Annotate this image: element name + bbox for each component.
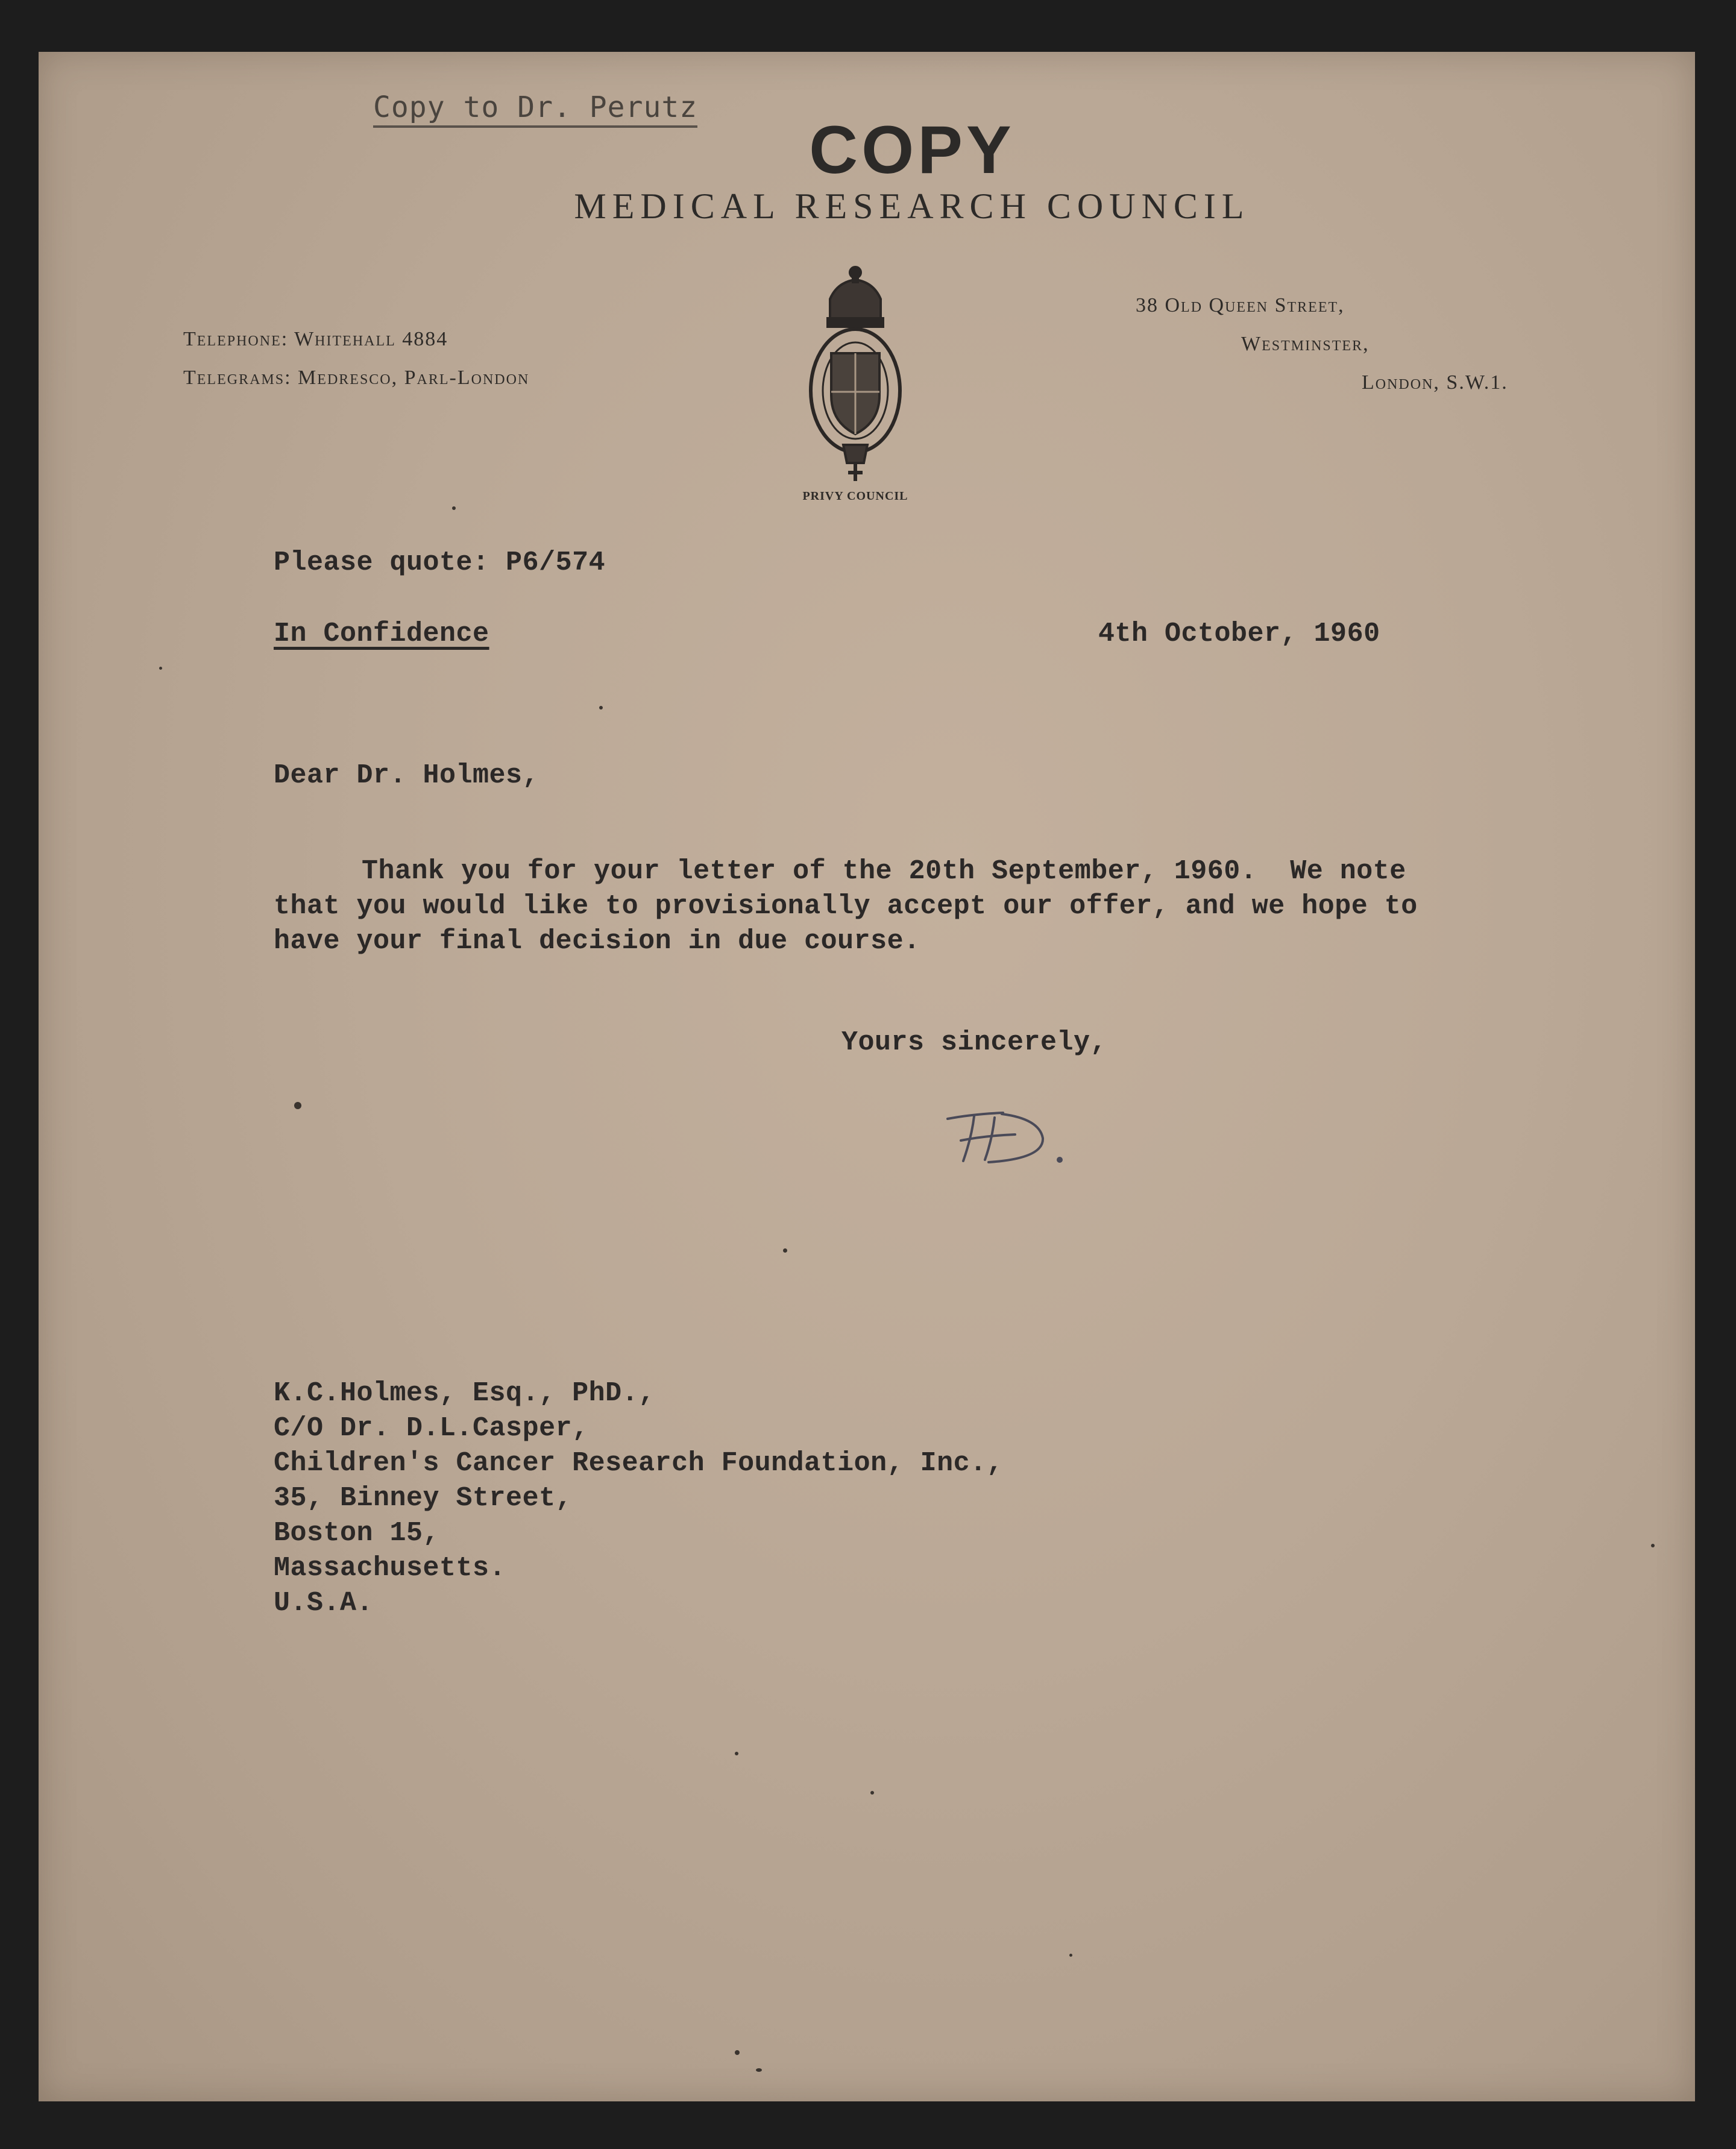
- organization-name: MEDICAL RESEARCH COUNCIL: [574, 186, 1250, 226]
- speck: [735, 2050, 740, 2055]
- royal-crest-icon: [801, 264, 910, 484]
- speck: [294, 1102, 301, 1109]
- speck: [783, 1248, 787, 1253]
- confidentiality-label: In Confidence: [274, 618, 489, 649]
- address-line-3: London, S.W.1.: [1362, 371, 1508, 394]
- handwritten-signature: [937, 1101, 1087, 1173]
- address-line-1: 38 Old Queen Street,: [1136, 294, 1345, 316]
- speck: [452, 506, 456, 510]
- salutation: Dear Dr. Holmes,: [274, 760, 539, 791]
- speck: [870, 1791, 874, 1795]
- copy-stamp: COPY: [809, 112, 1015, 187]
- telegrams-line: Telegrams: Medresco, Parl-London: [183, 367, 530, 389]
- speck: [756, 2068, 762, 2072]
- speck: [735, 1752, 738, 1755]
- body-line-3: have your final decision in due course.: [274, 926, 920, 957]
- telephone-line: Telephone: Whitehall 4884: [183, 328, 448, 350]
- speck: [159, 667, 162, 670]
- recipient-line-5: Boston 15,: [274, 1518, 440, 1549]
- recipient-line-4: 35, Binney Street,: [274, 1483, 573, 1514]
- recipient-line-7: U.S.A.: [274, 1588, 374, 1619]
- recipient-line-6: Massachusetts.: [274, 1553, 506, 1584]
- speck: [1651, 1544, 1655, 1547]
- letter-date: 4th October, 1960: [1098, 618, 1380, 649]
- body-line-1: Thank you for your letter of the 20th September, 1960. We note: [362, 856, 1406, 887]
- recipient-line-1: K.C.Holmes, Esq., PhD.,: [274, 1378, 655, 1409]
- address-line-2: Westminster,: [1241, 333, 1370, 355]
- letter-page: [39, 52, 1695, 2101]
- crest-caption: PRIVY COUNCIL: [802, 489, 908, 503]
- reference-line: Please quote: P6/574: [274, 547, 606, 578]
- body-line-2: that you would like to provisionally accept our offer, and we hope to: [274, 891, 1418, 922]
- copy-annotation: Copy to Dr. Perutz: [373, 90, 697, 128]
- recipient-line-3: Children's Cancer Research Foundation, Inc.,: [274, 1448, 1004, 1479]
- recipient-line-2: C/O Dr. D.L.Casper,: [274, 1413, 589, 1444]
- closing: Yours sincerely,: [841, 1027, 1107, 1058]
- speck: [1069, 1954, 1072, 1957]
- speck: [599, 706, 603, 710]
